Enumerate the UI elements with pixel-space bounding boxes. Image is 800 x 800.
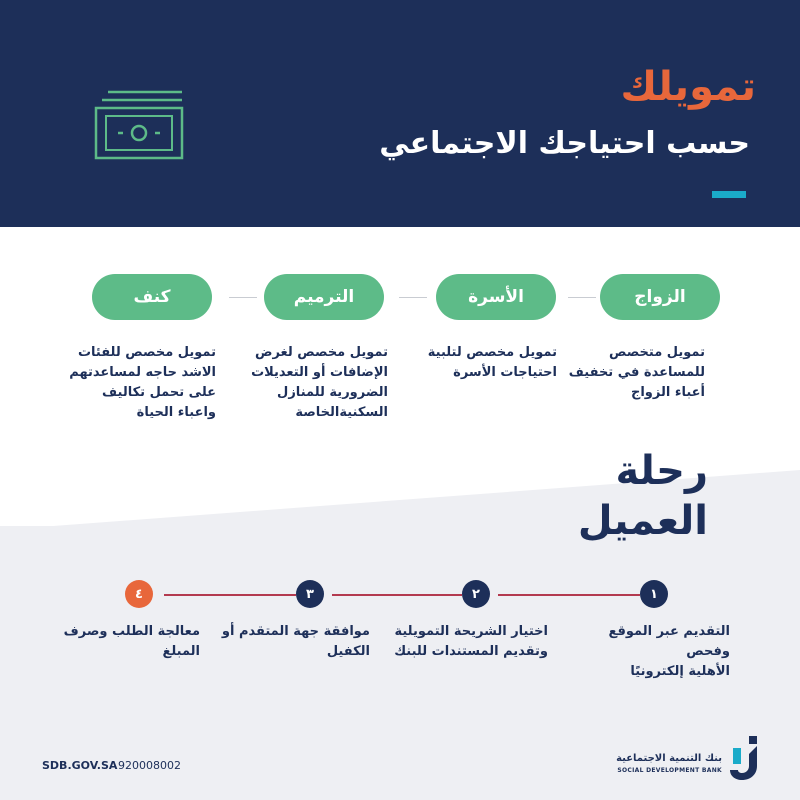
category-pill-renovation: الترميم [264,274,384,320]
step-text-2: اختيار الشريحة التمويلية وتقديم المستندات للبنك [394,624,548,659]
page-title: حسب احتياجك الاجتماعي [379,126,750,161]
step-number-4: ٤ [125,580,153,608]
step-connector-line [498,594,640,596]
journey-title: رحلة العميل [577,448,708,544]
step-connector-line [332,594,462,596]
connector-line [229,297,257,298]
category-description-renovation: تمويل مخصص لغرض الإضافات أو التعديلات الضرورية للمنازل السكنيةالخاصة [251,345,388,420]
step-number-2: ٢ [462,580,490,608]
step-text-3: موافقة جهة المتقدم أو الكفيل [221,624,370,659]
title-accent: تمويلك [620,64,756,110]
phone-number: 920008002 [118,759,181,772]
category-description-marriage: تمويل متخصص للمساعدة في تخفيف أعباء الزواج [568,345,705,400]
category-description-family: تمويل مخصص لتلبية احتياجات الأسرة [427,345,557,380]
step-text-1: التقديم عبر الموقع وفحص الأهلية إلكترونيًا [608,624,730,679]
header-banner [0,0,800,227]
step-number-3: ٣ [296,580,324,608]
step-connector-line [164,594,296,596]
sdb-logo-icon [727,732,767,782]
category-pill-marriage: الزواج [600,274,720,320]
website-link[interactable]: SDB.GOV.SA [42,759,118,772]
money-bill-icon [90,86,190,166]
category-pill-kanaf: كنف [92,274,212,320]
connector-line [399,297,427,298]
logo-text-arabic: بنك التنمية الاجتماعية [616,753,722,764]
category-description-kanaf: تمويل مخصص للفئات الاشد حاجه لمساعدتهم على تحمل تكاليف واعباء الحياة [69,345,216,420]
step-number-1: ١ [640,580,668,608]
step-text-4: معالجة الطلب وصرف المبلغ [63,624,200,659]
connector-line [568,297,596,298]
logo-text-english: SOCIAL DEVELOPMENT BANK [617,767,722,774]
category-pill-family: الأسرة [436,274,556,320]
accent-dash [712,191,746,198]
